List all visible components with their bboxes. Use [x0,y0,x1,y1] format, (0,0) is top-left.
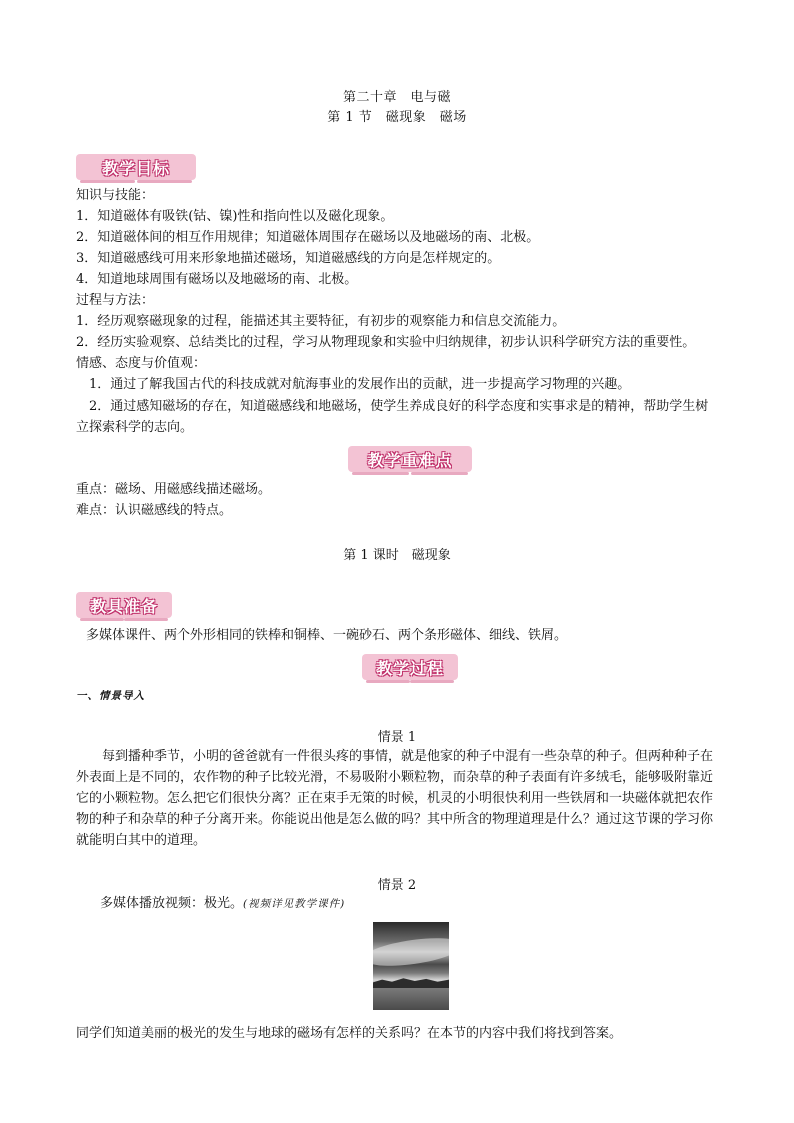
mountain-silhouette [373,974,449,988]
scene1-title: 情景 1 [377,730,417,745]
aurora-glow [373,933,449,971]
closing-text: 同学们知道美丽的极光的发生与地球的磁场有怎样的关系吗？在本节的内容中我们将找到答案。 [76,1026,623,1041]
process-heading: 过程与方法： [76,293,155,308]
badge-materials [76,592,172,618]
scene2-note: (视频详见教学课件) [243,898,346,910]
badge-key-points [348,446,472,472]
scene2-line [100,894,740,914]
knowledge-item: 2．知道磁体间的相互作用规律；知道磁体周围存在磁场以及地磁场的南、北极。 [76,230,540,245]
knowledge-heading: 知识与技能： [76,188,155,203]
difficulty-text: 难点：认识磁感线的特点。 [76,503,233,518]
scene2-title: 情景 2 [377,878,417,893]
ground [373,988,449,1010]
badge-objectives [76,154,196,180]
step-heading: 一、情景导入 [76,690,145,702]
chapter-title: 第二十章 电与磁 [342,90,451,105]
process-item: 2．经历实验观察、总结类比的过程，学习从物理现象和实验中归纳规律，初步认识科学研究方法的重要性。 [76,335,696,350]
knowledge-item: 1．知道磁体有吸铁(钴、镍)性和指向性以及磁化现象。 [76,209,394,224]
badge-process [362,654,458,680]
focus-text: 重点：磁场、用磁感线描述磁场。 [76,482,272,497]
attitude-item: 1．通过了解我国古代的科技成就对航海事业的发展作出的贡献，进一步提高学习物理的兴趣。 [89,377,631,392]
knowledge-item: 3．知道磁感线可用来形象地描述磁场，知道磁感线的方向是怎样规定的。 [76,251,501,266]
knowledge-item: 4．知道地球周围有磁场以及地磁场的南、北极。 [76,272,358,287]
attitude-item: 2．通过感知磁场的存在，知道磁感线和地磁场，使学生养成良好的科学态度和实事求是的精神，帮助学生树立探索科学的志向。 [76,399,709,435]
scene2-prefix: 多媒体播放视频：极光。 [100,896,244,911]
badge-materials-label: 教具准备 [89,596,158,616]
section-title: 第 1 节 磁现象 磁场 [327,110,467,125]
process-item: 1．经历观察磁现象的过程，能描述其主要特征，有初步的观察能力和信息交流能力。 [76,314,566,329]
lesson-title: 第 1 课时 磁现象 [343,548,451,563]
badge-key-points-label: 教学重难点 [367,450,453,470]
scene1-text: 每到播种季节，小明的爸爸就有一件很头疼的事情，就是他家的种子中混有一些杂草的种子。但两种种子在外表面上是不同的，农作物的种子比较光滑，不易吸附小颗粒物，而杂草的种子表面有许多绒毛，能够吸附靠近它的小颗粒物。怎么把它们很快分离？正在束手无策的时候，机灵的小明很快利用一些铁屑和一块磁体就把农作物的种子和杂草的种子分离开来。你能说出他是怎么做的吗？其中所含的物理道理是什么？通过这节课的学习你就能明白其中的道理。 [76,749,714,848]
aurora-photo [373,922,449,1010]
badge-process-label: 教学过程 [375,658,444,678]
attitude-heading: 情感、态度与价值观： [76,356,207,371]
materials-text: 多媒体课件、两个外形相同的铁棒和铜棒、一碗砂石、两个条形磁体、细线、铁屑。 [86,628,568,643]
badge-objectives-label: 教学目标 [101,158,170,178]
